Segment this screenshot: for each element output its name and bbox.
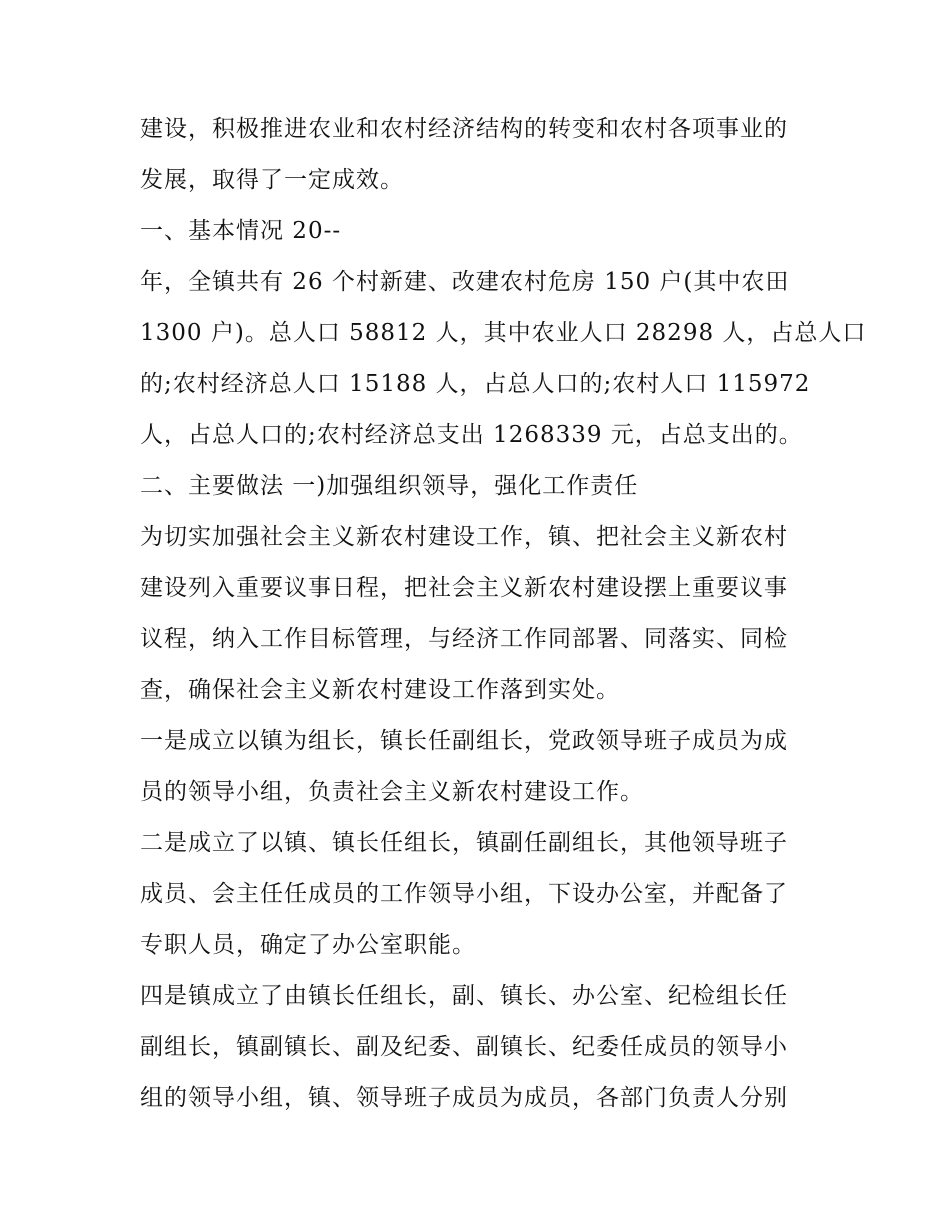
text-line: 成员、会主任任成员的工作领导小组，下设办公室，并配备了 bbox=[140, 881, 788, 907]
text-line: 查，确保社会主义新农村建设工作落到实处。 bbox=[140, 677, 620, 703]
text-line: 发展，取得了一定成效。 bbox=[140, 167, 404, 193]
section-heading: 二、主要做法 一)加强组织领导，强化工作责任 bbox=[140, 473, 639, 499]
text-line: 二是成立了以镇、镇长任组长，镇副任副组长，其他领导班子 bbox=[140, 830, 788, 856]
text-line: 议程，纳入工作目标管理，与经济工作同部署、同落实、同检 bbox=[140, 626, 788, 652]
section-heading: 一、基本情况 20-- bbox=[140, 218, 342, 244]
text-line: 为切实加强社会主义新农村建设工作，镇、把社会主义新农村 bbox=[140, 524, 788, 550]
text-line: 员的领导小组，负责社会主义新农村建设工作。 bbox=[140, 779, 644, 805]
text-line: 的;农村经济总人口 15188 人，占总人口的;农村人口 115972 bbox=[140, 371, 811, 397]
text-line: 建设，积极推进农业和农村经济结构的转变和农村各项事业的 bbox=[140, 116, 788, 142]
text-line: 一是成立以镇为组长，镇长任副组长，党政领导班子成员为成 bbox=[140, 728, 788, 754]
text-line: 副组长，镇副镇长、副及纪委、副镇长、纪委任成员的领导小 bbox=[140, 1034, 788, 1060]
document-body bbox=[140, 104, 867, 1124]
text-line: 年，全镇共有 26 个村新建、改建农村危房 150 户(其中农田 bbox=[140, 269, 790, 295]
text-line: 专职人员，确定了办公室职能。 bbox=[140, 932, 476, 958]
text-line: 人，占总人口的;农村经济总支出 1268339 元，占总支出的。 bbox=[140, 422, 803, 448]
text-line: 建设列入重要议事日程，把社会主义新农村建设摆上重要议事 bbox=[140, 575, 788, 601]
text-line: 组的领导小组，镇、领导班子成员为成员，各部门负责人分别 bbox=[140, 1085, 788, 1111]
text-line: 1300 户)。总人口 58812 人，其中农业人口 28298 人，占总人口 bbox=[140, 320, 867, 346]
text-line: 四是镇成立了由镇长任组长，副、镇长、办公室、纪检组长任 bbox=[140, 983, 788, 1009]
